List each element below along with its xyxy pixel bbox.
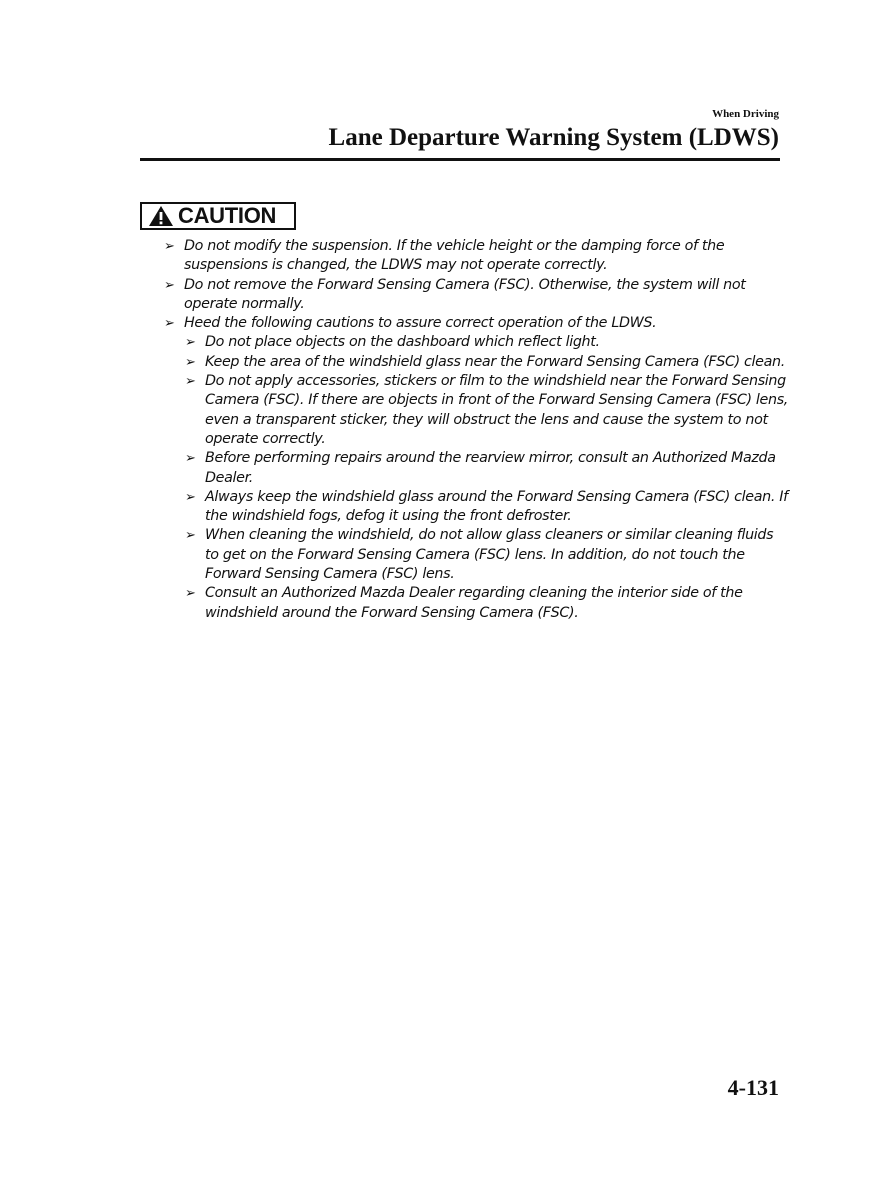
caution-item-text: Heed the following cautions to assure correct operation of the LDWS. xyxy=(184,315,657,332)
caution-subitem xyxy=(181,353,790,372)
caution-item-text: When cleaning the windshield, do not allow glass cleaners or similar cleaning fluids to get on the Forward Sensing Camera (FSC) lens. In addition, do not touch the Forward Sensing Camera (FSC) lens. xyxy=(205,527,774,583)
caution-item-text: Do not apply accessories, stickers or film to the windshield near the Forward Sensing Camera (FSC). If there are objects in front of the Forward Sensing Camera (FSC) lens, even a transparent sticker, they will obstruct the lens and cause the system to not operate correctly. xyxy=(205,373,788,447)
arrow-bullet-icon: ➢ xyxy=(185,489,196,505)
caution-subitem xyxy=(181,584,790,623)
title-rule xyxy=(140,158,780,161)
arrow-bullet-icon: ➢ xyxy=(185,451,196,467)
caution-box xyxy=(140,202,296,230)
caution-item-text: Do not place objects on the dashboard which reflect light. xyxy=(205,334,600,351)
arrow-bullet-icon: ➢ xyxy=(164,277,175,293)
caution-item-text: Before performing repairs around the rearview mirror, consult an Authorized Mazda Dealer. xyxy=(205,450,776,486)
caution-item xyxy=(160,314,790,333)
arrow-bullet-icon: ➢ xyxy=(185,586,196,602)
warning-triangle-icon xyxy=(148,205,174,227)
arrow-bullet-icon: ➢ xyxy=(185,528,196,544)
page-title: Lane Departure Warning System (LDWS) xyxy=(328,124,779,151)
caution-item xyxy=(160,237,790,276)
caution-subitem xyxy=(181,449,790,488)
caution-list xyxy=(160,237,790,623)
arrow-bullet-icon: ➢ xyxy=(164,316,175,332)
page-number: 4-131 xyxy=(727,1075,779,1100)
caution-subitem xyxy=(181,333,790,352)
caution-item-text: Do not remove the Forward Sensing Camera (FSC). Otherwise, the system will not operate normally. xyxy=(184,276,746,312)
caution-subitem xyxy=(181,372,790,449)
caution-item-text: Do not modify the suspension. If the vehicle height or the damping force of the suspensions is changed, the LDWS may not operate correctly. xyxy=(184,238,725,274)
caution-item-text: Keep the area of the windshield glass near the Forward Sensing Camera (FSC) clean. xyxy=(205,353,785,370)
caution-subitem xyxy=(181,488,790,527)
section-label: When Driving xyxy=(712,108,779,120)
arrow-bullet-icon: ➢ xyxy=(185,374,196,390)
caution-item xyxy=(160,276,790,315)
caution-item-text: Always keep the windshield glass around the Forward Sensing Camera (FSC) clean. If the windshield fogs, defog it using the front defroster. xyxy=(205,488,788,525)
caution-label: CAUTION xyxy=(178,203,277,228)
caution-item-text: Consult an Authorized Mazda Dealer regarding cleaning the interior side of the windshield around the Forward Sensing Camera (FSC). xyxy=(205,585,743,621)
arrow-bullet-icon: ➢ xyxy=(185,335,196,351)
arrow-bullet-icon: ➢ xyxy=(164,239,175,254)
arrow-bullet-icon: ➢ xyxy=(185,354,196,370)
caution-subitem xyxy=(181,526,790,584)
